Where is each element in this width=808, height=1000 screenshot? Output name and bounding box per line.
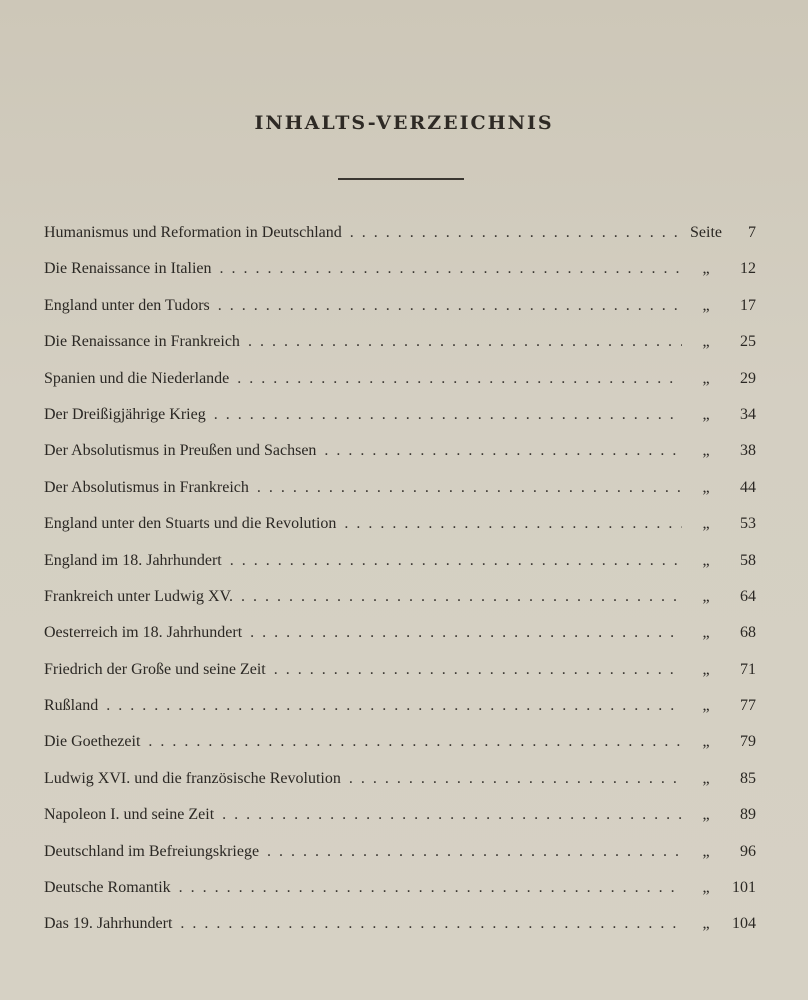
toc-page-number: 12 (740, 260, 756, 278)
dot-leader (349, 770, 682, 788)
dot-leader (241, 588, 682, 606)
dot-leader (350, 224, 682, 242)
toc-page-number: 89 (740, 806, 756, 824)
toc-entry (44, 770, 756, 806)
toc-page-number: 68 (740, 624, 756, 642)
toc-entry-title: Die Renaissance in Frankreich (44, 333, 240, 351)
dot-leader (180, 915, 682, 933)
toc-entry (44, 333, 756, 369)
page-marker: „ (702, 478, 710, 496)
toc-entry (44, 661, 756, 697)
dot-leader (222, 806, 682, 824)
title-divider (338, 178, 464, 180)
toc-page-number: 85 (740, 769, 756, 787)
toc-entry-title: England unter den Stuarts und die Revolution (44, 515, 337, 533)
toc-entry (44, 733, 756, 769)
dot-leader (148, 733, 682, 751)
toc-page-number: 64 (740, 587, 756, 605)
toc-entry-title: Frankreich unter Ludwig XV. (44, 587, 233, 605)
dot-leader (250, 624, 682, 642)
dot-leader (344, 515, 682, 533)
toc-page-number: 71 (740, 660, 756, 678)
toc-entry-title: Der Absolutismus in Preußen und Sachsen (44, 442, 317, 460)
toc-page-number: 29 (740, 369, 756, 387)
toc-entry-title: Napoleon I. und seine Zeit (44, 806, 215, 824)
page-marker: „ (702, 879, 710, 897)
dot-leader (179, 879, 682, 897)
toc-entry-title: Rußland (44, 697, 99, 715)
toc-entry (44, 406, 756, 442)
toc-entry-title: Deutsche Romantik (44, 879, 171, 897)
toc-page-number: 25 (740, 333, 756, 351)
toc-entry (44, 515, 756, 551)
toc-entry (44, 588, 756, 624)
dot-leader (218, 297, 682, 315)
dot-leader (274, 661, 682, 679)
toc-page-number: 58 (740, 551, 756, 569)
toc-entry (44, 915, 756, 951)
page-title: INHALTS-VERZEICHNIS (254, 112, 554, 134)
page-marker: „ (702, 915, 710, 933)
dot-leader (267, 843, 682, 861)
page-marker: „ (702, 769, 710, 787)
toc-entry (44, 370, 756, 406)
dot-leader (324, 442, 682, 460)
toc-page-number: 79 (740, 733, 756, 751)
dot-leader (257, 479, 682, 497)
toc-page-number: 44 (740, 478, 756, 496)
table-of-contents (44, 224, 756, 952)
dot-leader (248, 333, 682, 351)
toc-entry-title: Friedrich der Große und seine Zeit (44, 660, 266, 678)
toc-entry-title: Deutschland im Befreiungskriege (44, 842, 260, 860)
page-marker: „ (702, 296, 710, 314)
toc-entry (44, 697, 756, 733)
toc-page-number: 53 (740, 515, 756, 533)
toc-entry-title: Die Renaissance in Italien (44, 260, 212, 278)
toc-entry-title: Ludwig XVI. und die französische Revolution (44, 769, 341, 787)
toc-entry-title: Der Dreißigjährige Krieg (44, 405, 206, 423)
toc-entry (44, 224, 756, 260)
toc-entry-title: Das 19. Jahrhundert (44, 915, 173, 933)
toc-entry-title: England unter den Tudors (44, 296, 210, 314)
page-marker: „ (702, 842, 710, 860)
toc-entry (44, 260, 756, 296)
page-marker: „ (702, 405, 710, 423)
page-marker: „ (702, 587, 710, 605)
toc-entry (44, 297, 756, 333)
dot-leader (237, 370, 682, 388)
toc-entry (44, 552, 756, 588)
toc-page-number: 101 (732, 879, 756, 897)
toc-page-number: 17 (740, 296, 756, 314)
toc-entry-title: Spanien und die Niederlande (44, 369, 230, 387)
toc-entry-title: Der Absolutismus in Frankreich (44, 478, 249, 496)
toc-entry (44, 843, 756, 879)
toc-page-number: 34 (740, 405, 756, 423)
toc-entry (44, 879, 756, 915)
page-marker: „ (702, 624, 710, 642)
toc-entry-title: Humanismus und Reformation in Deutschland (44, 224, 342, 241)
page-marker: „ (702, 442, 710, 460)
toc-entry (44, 806, 756, 842)
toc-page-number: 7 (748, 224, 756, 241)
toc-entry (44, 479, 756, 515)
page-marker: „ (702, 515, 710, 533)
page-marker: „ (702, 260, 710, 278)
page-marker: Seite (690, 224, 722, 241)
page-marker: „ (702, 369, 710, 387)
page-marker: „ (702, 333, 710, 351)
toc-page-number: 77 (740, 697, 756, 715)
dot-leader (230, 552, 682, 570)
page-marker: „ (702, 733, 710, 751)
dot-leader (214, 406, 682, 424)
page-marker: „ (702, 697, 710, 715)
dot-leader (220, 260, 683, 278)
toc-entry-title: Oesterreich im 18. Jahrhundert (44, 624, 243, 642)
toc-page-number: 38 (740, 442, 756, 460)
toc-entry (44, 442, 756, 478)
toc-page-number: 104 (732, 915, 756, 933)
toc-entry (44, 624, 756, 660)
page-marker: „ (702, 806, 710, 824)
toc-entry-title: England im 18. Jahrhundert (44, 551, 222, 569)
dot-leader (106, 697, 682, 715)
toc-page-number: 96 (740, 842, 756, 860)
page-marker: „ (702, 551, 710, 569)
page-marker: „ (702, 660, 710, 678)
toc-entry-title: Die Goethezeit (44, 733, 141, 751)
